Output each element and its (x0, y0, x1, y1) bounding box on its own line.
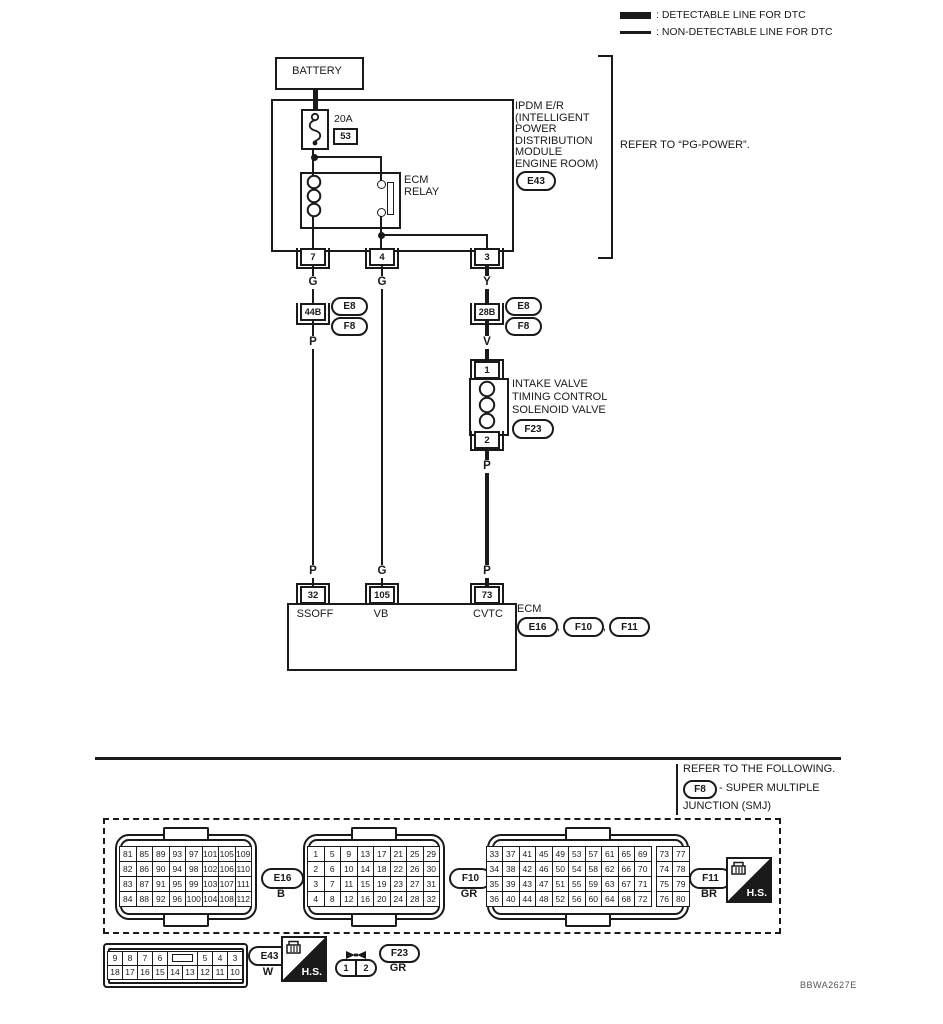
pin-cell: 38 (502, 861, 520, 877)
pin-cell: 97 (185, 846, 203, 862)
connector-f10 (303, 834, 445, 920)
connector-tab (163, 827, 209, 839)
pin-cell: 37 (502, 846, 520, 862)
pin-cell: 11 (340, 876, 358, 892)
pin-cell: 64 (601, 891, 619, 907)
fuse-symbol (301, 109, 329, 150)
pin-cell: 50 (552, 861, 570, 877)
pin-cell: 39 (502, 876, 520, 892)
pin-cell: 1 (343, 963, 349, 973)
pin-cell: 70 (634, 861, 652, 877)
wire-color-label: P (306, 565, 320, 578)
wire-color-label: G (375, 565, 390, 578)
wire-mid-g (381, 261, 383, 590)
pin-cell: 25 (406, 846, 424, 862)
pin-cell: 27 (406, 876, 424, 892)
pin-cell: 7 (324, 876, 342, 892)
pin-cell: 86 (136, 861, 154, 877)
pin-cell: 105 (218, 846, 236, 862)
terminal-73 (470, 583, 504, 604)
pin-cell: 101 (202, 846, 220, 862)
pin-cell: 69 (634, 846, 652, 862)
pin-cell: 60 (585, 891, 603, 907)
pin-grid-e16 (120, 847, 252, 907)
legend-non-detectable-label: : NON-DETECTABLE LINE FOR DTC (656, 26, 833, 38)
connector-badge-f10: F10 (449, 868, 492, 889)
pin-cell: 57 (585, 846, 603, 862)
pin-cell: 46 (535, 861, 553, 877)
pin-cell: 16 (357, 891, 375, 907)
pin-cell: 5 (324, 846, 342, 862)
pin-cell: 66 (618, 861, 636, 877)
pin-cell: 3 (227, 951, 243, 966)
pin-cell: 26 (406, 861, 424, 877)
pin-cell: 95 (169, 876, 187, 892)
wire-color-label: V (480, 336, 494, 349)
connector-tab (351, 827, 397, 839)
pin-cell: 42 (519, 861, 537, 877)
wire-color-label: P (306, 336, 320, 349)
ipdm-title-line: MODULE (515, 146, 563, 158)
terminal-number: 1 (474, 361, 500, 379)
pin-cell: 72 (634, 891, 652, 907)
pin-cell: 103 (202, 876, 220, 892)
pin-cell: 12 (197, 965, 213, 980)
pin-cell: 76 (656, 891, 674, 907)
connector-badge-e43: E43 (516, 171, 556, 191)
connector-color-f10: GR (460, 888, 478, 900)
pin-cell: 12 (340, 891, 358, 907)
pin-cell: 102 (202, 861, 220, 877)
terminal-number: 32 (300, 586, 326, 604)
pin-cell: 104 (202, 891, 220, 907)
connector-badge-e8: E8 (331, 297, 368, 316)
connector-badge-f11: F11 (609, 617, 650, 637)
ecm-label: ECM (517, 603, 542, 615)
connector-badge-e43: E43 (248, 946, 291, 966)
badge-separator: , (603, 621, 607, 633)
terminal-44b (296, 303, 330, 325)
footer-note-line2: - SUPER MULTIPLE (719, 782, 820, 794)
pin-cell: 62 (601, 861, 619, 877)
ipdm-title-line: (INTELLIGENT (515, 111, 590, 124)
document-code: BBWA2627E (800, 980, 857, 990)
pin-cell: 90 (152, 861, 170, 877)
pin-cell: 10 (340, 861, 358, 877)
pin-cell: 68 (618, 891, 636, 907)
pin-cell: 4 (307, 891, 325, 907)
solenoid-coil (471, 380, 503, 430)
connector-badge-f11: F11 (689, 868, 732, 889)
pin-cell: 53 (568, 846, 586, 862)
pin-cell: 96 (169, 891, 187, 907)
connector-badge-e16: E16 (517, 617, 558, 637)
terminal-105 (365, 583, 399, 604)
pin-cell: 84 (119, 891, 137, 907)
fuse-rating-label: 20A (334, 113, 353, 125)
pin-cell: 48 (535, 891, 553, 907)
pin-cell: 83 (119, 876, 137, 892)
wire-color-label: G (306, 276, 321, 289)
terminal-number: 3 (474, 248, 500, 266)
pin-cell: 24 (390, 891, 408, 907)
pin-cell: 80 (672, 891, 690, 907)
pin-cell: 34 (486, 861, 504, 877)
connector-f11 (487, 834, 689, 920)
pin-cell: 20 (373, 891, 391, 907)
pin-cell: 99 (185, 876, 203, 892)
hs-label: H.S. (746, 887, 767, 899)
pin-cell: 85 (136, 846, 154, 862)
pin-cell: 112 (235, 891, 253, 907)
connector-e43 (103, 943, 248, 988)
connector-tab (163, 915, 209, 927)
pin-cell: 30 (423, 861, 441, 877)
wire-color-label: P (480, 460, 494, 473)
pin-cell: 18 (373, 861, 391, 877)
terminal-4 (365, 248, 399, 269)
pin-cell: 98 (185, 861, 203, 877)
connector-badge-f8: F8 (505, 317, 542, 336)
connector-shell (308, 839, 440, 915)
terminal-32 (296, 583, 330, 604)
pin-cell: 43 (519, 876, 537, 892)
pin-cell: 52 (552, 891, 570, 907)
pin-cell: 65 (618, 846, 636, 862)
pin-cell: 78 (672, 861, 690, 877)
pin-cell: 8 (122, 951, 138, 966)
connector-badge-f23: F23 (379, 944, 420, 963)
pin-cell: 106 (218, 861, 236, 877)
pin-cell: 19 (373, 876, 391, 892)
pin-cell: 40 (502, 891, 520, 907)
pin-cell: 111 (235, 876, 253, 892)
pin-cell: 77 (672, 846, 690, 862)
connector-shell (489, 839, 686, 915)
connector-tab (565, 915, 611, 927)
terminal-number: 7 (300, 248, 326, 266)
pin-cell: 92 (152, 891, 170, 907)
pin-cell: 8 (324, 891, 342, 907)
hs-glyph-icon (285, 940, 303, 955)
pin-cell: 6 (324, 861, 342, 877)
pin-cell: 54 (568, 861, 586, 877)
connector-e16 (115, 834, 257, 920)
pin-cell: 71 (634, 876, 652, 892)
pin-cell: 3 (307, 876, 325, 892)
pin-cell: 44 (519, 891, 537, 907)
hs-icon (726, 857, 772, 903)
footer-note-line1: REFER TO THE FOLLOWING. (683, 763, 836, 775)
pin-cell: 55 (568, 876, 586, 892)
wire-color-label: P (480, 565, 494, 578)
badge-separator: , (557, 621, 561, 633)
connector-color-f23: GR (389, 962, 407, 974)
connector-badge-f8: F8 (331, 317, 368, 336)
terminal-number: 105 (369, 586, 395, 604)
pin-cell: 7 (137, 951, 153, 966)
pin-cell: 93 (169, 846, 187, 862)
ipdm-title-line: IPDM E/R (515, 100, 564, 112)
hs-icon (281, 936, 327, 982)
connector-badge-f10: F10 (563, 617, 604, 637)
terminal-28b (470, 303, 504, 325)
pin-cell: 15 (357, 876, 375, 892)
relay-contact-bar (387, 182, 394, 215)
fuse-number-box: 53 (333, 128, 358, 145)
connector-badge-e16: E16 (261, 868, 304, 889)
legend-thin-line-swatch (620, 31, 651, 34)
ecm-pin-name-cvtc: CVTC (473, 608, 503, 620)
pin-cell: 32 (423, 891, 441, 907)
pin-cell: 36 (486, 891, 504, 907)
pin-grid-f10 (308, 847, 440, 907)
terminal-solenoid-1 (470, 359, 504, 379)
terminal-solenoid-2 (470, 431, 504, 451)
pin-cell: 22 (390, 861, 408, 877)
pin-cell: 45 (535, 846, 553, 862)
footer-note-line3: JUNCTION (SMJ) (683, 800, 771, 812)
hs-glyph-icon (730, 861, 748, 876)
pin-cell: 14 (357, 861, 375, 877)
pin-cell: 75 (656, 876, 674, 892)
connector-color-f11: BR (701, 888, 717, 900)
pin-cell: 73 (656, 846, 674, 862)
wire-left-p (312, 318, 314, 590)
relay-label-1: ECM (404, 174, 429, 186)
pin-cell: 61 (601, 846, 619, 862)
pin-cell: 33 (486, 846, 504, 862)
pin-cell: 18 (107, 965, 123, 980)
pin-grid-e43 (108, 952, 243, 980)
terminal-number: 44B (300, 303, 326, 321)
pin-cell: 17 (373, 846, 391, 862)
pin-grid-f11 (487, 847, 690, 907)
pin-cell: 100 (185, 891, 203, 907)
pg-power-note: REFER TO “PG-POWER”. (620, 139, 750, 151)
pin-cell: 91 (152, 876, 170, 892)
pin-cell: 47 (535, 876, 553, 892)
pin-cell: 41 (519, 846, 537, 862)
pin-cell: 58 (585, 861, 603, 877)
pin-cell: 2 (307, 861, 325, 877)
wire-color-label: Y (480, 276, 494, 289)
pin-cell: 9 (340, 846, 358, 862)
pin-cell: 107 (218, 876, 236, 892)
pin-cell: 67 (618, 876, 636, 892)
pin-cell: 89 (152, 846, 170, 862)
relay-coil (301, 175, 327, 219)
pin-cell: 2 (355, 961, 375, 975)
pin-cell: 4 (212, 951, 228, 966)
pin-cell: 82 (119, 861, 137, 877)
pin-cell: 109 (235, 846, 253, 862)
pin-cell: 16 (137, 965, 153, 980)
pin-cell: 21 (390, 846, 408, 862)
pin-cell: 63 (601, 876, 619, 892)
pin-cell: 81 (119, 846, 137, 862)
connector-badge-e8: E8 (505, 297, 542, 316)
solenoid-title-line: INTAKE VALVE (512, 378, 588, 390)
pin-cell: 10 (227, 965, 243, 980)
terminal-3 (470, 248, 504, 269)
pin-cell: 31 (423, 876, 441, 892)
ipdm-title-line: DISTRIBUTION (515, 134, 593, 147)
pin-cell: 79 (672, 876, 690, 892)
connector-tab (565, 827, 611, 839)
pin-cell: 1 (307, 846, 325, 862)
terminal-number: 73 (474, 586, 500, 604)
pin-cell: 35 (486, 876, 504, 892)
pin-cell: 94 (169, 861, 187, 877)
pin-cell: 29 (423, 846, 441, 862)
section-separator-line (95, 757, 841, 760)
connector-color-e43: W (262, 966, 274, 978)
terminal-number: 2 (474, 431, 500, 449)
pin-cell: 108 (218, 891, 236, 907)
legend-thick-line-swatch (620, 12, 651, 19)
pin-cell: 11 (212, 965, 228, 980)
pin-cell: 51 (552, 876, 570, 892)
relay-contact-lower (377, 208, 386, 217)
solenoid-title-line: TIMING CONTROL (512, 391, 608, 403)
battery-label: BATTERY (292, 65, 342, 77)
pg-power-bracket (598, 55, 613, 259)
ecm-pin-name-ssoff: SSOFF (296, 608, 334, 620)
pin-cell: 9 (107, 951, 123, 966)
relay-label-2: RELAY (404, 186, 440, 198)
connector-badge-f8: F8 (683, 780, 717, 799)
ipdm-title-line: ENGINE ROOM) (515, 157, 599, 170)
hs-label: H.S. (301, 966, 322, 978)
legend-detectable-label: : DETECTABLE LINE FOR DTC (656, 9, 806, 21)
pin-cell: 13 (357, 846, 375, 862)
connector-shell (120, 839, 252, 915)
pin-cell: 5 (197, 951, 213, 966)
relay-contact-upper (377, 180, 386, 189)
footer-note-rule (676, 764, 678, 815)
terminal-number: 4 (369, 248, 395, 266)
wire-color-label: G (375, 276, 390, 289)
pin-cell: 17 (122, 965, 138, 980)
connector-tab (351, 915, 397, 927)
pin-cell: 13 (182, 965, 198, 980)
pin-cell (167, 951, 198, 966)
terminal-7 (296, 248, 330, 269)
connector-badge-f23: F23 (512, 419, 554, 439)
solenoid-title-line: SOLENOID VALVE (512, 404, 606, 416)
connector-shell (108, 948, 244, 984)
pin-cell: 59 (585, 876, 603, 892)
pin-cell: 28 (406, 891, 424, 907)
ipdm-title-line: POWER (515, 123, 557, 135)
pin-cell: 23 (390, 876, 408, 892)
terminal-number: 28B (474, 303, 500, 321)
pin-cell: 110 (235, 861, 253, 877)
ecm-pin-name-vb: VB (373, 608, 389, 620)
pin-cell: 6 (152, 951, 168, 966)
pin-cell: 74 (656, 861, 674, 877)
pin-cell: 87 (136, 876, 154, 892)
connector-f23 (335, 959, 377, 977)
pin-cell: 15 (152, 965, 168, 980)
pin-cell: 49 (552, 846, 570, 862)
pin-cell: 14 (167, 965, 183, 980)
connector-color-e16: B (277, 888, 285, 900)
pin-cell: 56 (568, 891, 586, 907)
pin-cell: 88 (136, 891, 154, 907)
